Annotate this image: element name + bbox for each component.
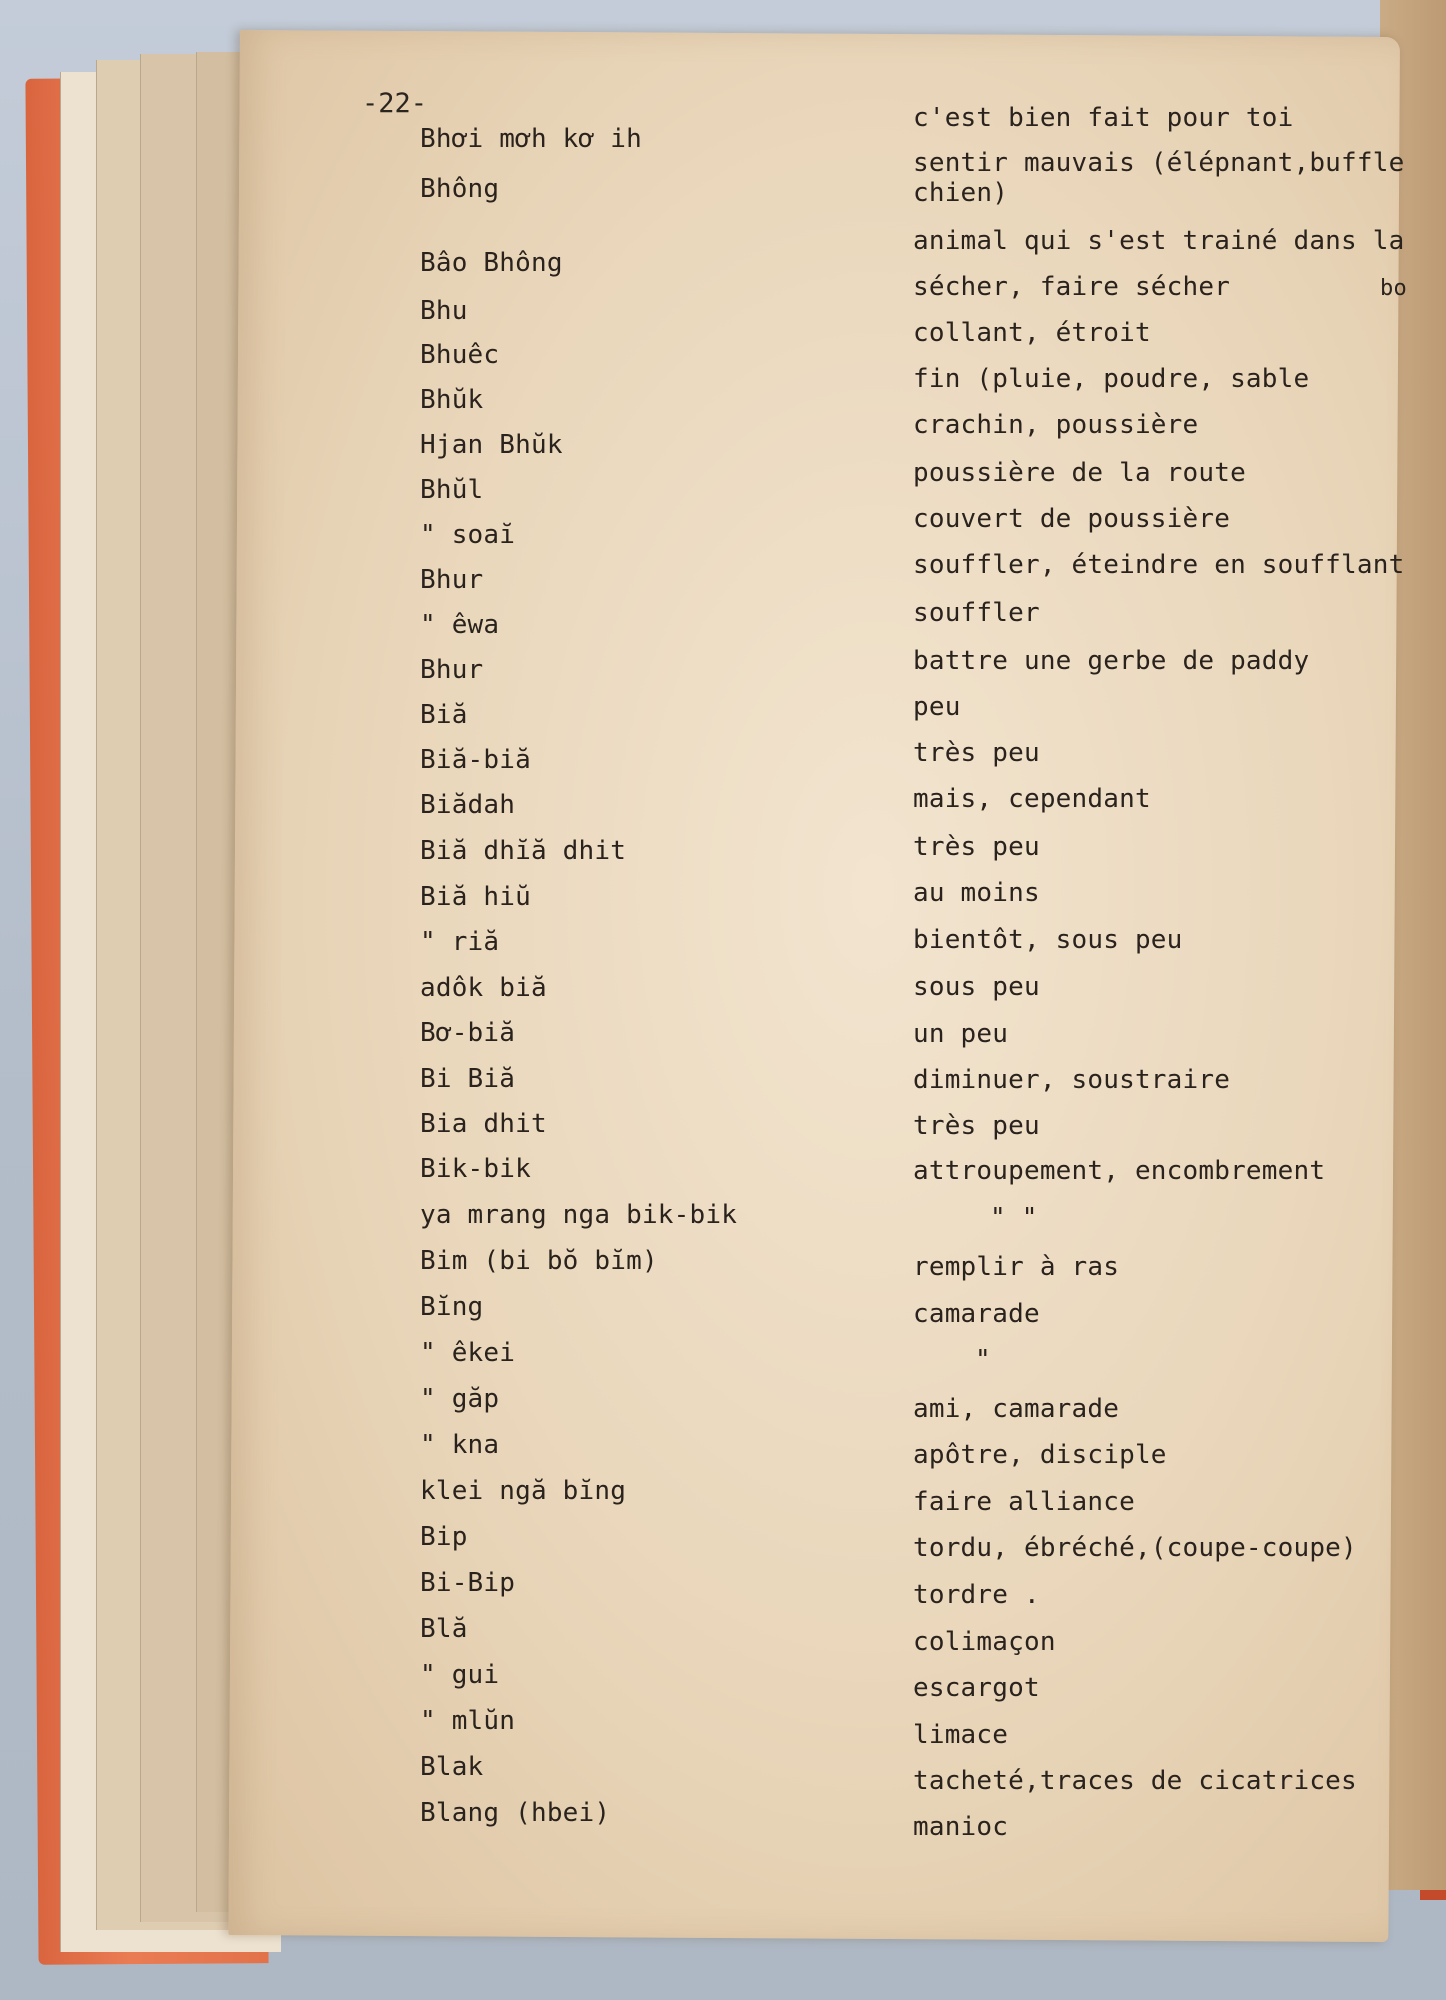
entry-definition: mais, cependant xyxy=(913,784,1151,814)
entry-definition: souffler xyxy=(913,598,1040,628)
entry-definition: c'est bien fait pour toi xyxy=(913,103,1294,133)
entry-definition: camarade xyxy=(913,1299,1040,1329)
entry-definition: souffler, éteindre en soufflant xyxy=(913,550,1405,580)
entry-term: Bơ-biă xyxy=(420,1018,516,1048)
entry-term: Bhông xyxy=(420,174,500,204)
entry-term: Biădah xyxy=(420,790,516,820)
entry-definition: tordre . xyxy=(913,1580,1040,1610)
entry-definition: fin (pluie, poudre, sable xyxy=(913,364,1310,394)
entry-definition: couvert de poussière xyxy=(913,504,1231,534)
entry-term: Biă dhĭă dhit xyxy=(420,836,627,866)
entry-term: " riă xyxy=(420,927,500,957)
entry-term: Bĭng xyxy=(420,1292,484,1322)
entry-term: Biă xyxy=(420,700,468,730)
entry-definition: " xyxy=(975,1345,991,1375)
entry-definition: collant, étroit xyxy=(913,318,1151,348)
entry-definition: faire alliance xyxy=(913,1487,1135,1517)
entry-definition: crachin, poussière xyxy=(913,410,1199,440)
entry-term: " êkei xyxy=(420,1338,516,1368)
entry-definition: tordu, ébréché,(coupe-coupe) xyxy=(913,1533,1357,1563)
entry-definition: ami, camarade xyxy=(913,1394,1120,1424)
entry-definition: poussière de la route xyxy=(913,458,1246,488)
entry-term: " soaĭ xyxy=(420,520,516,550)
entry-term: adôk biă xyxy=(420,973,547,1003)
entry-term: Hjan Bhŭk xyxy=(420,430,563,460)
entry-term: " mlŭn xyxy=(420,1706,516,1736)
entry-term: Bik-bik xyxy=(420,1154,531,1184)
entry-definition: diminuer, soustraire xyxy=(913,1065,1231,1095)
entry-term: Biă hiŭ xyxy=(420,882,531,912)
entry-term: Bâo Bhông xyxy=(420,248,563,278)
page-number: -22- xyxy=(362,88,428,119)
entry-term: Bhŭl xyxy=(420,475,484,505)
entry-definition-cut: bo xyxy=(1380,276,1407,301)
entry-definition: limace xyxy=(913,1720,1009,1750)
entry-definition: bientôt, sous peu xyxy=(913,925,1183,955)
entry-term: Bhur xyxy=(420,565,484,595)
entry-term: Bi-Bip xyxy=(420,1568,516,1598)
entry-definition: très peu xyxy=(913,832,1040,862)
entry-definition: escargot xyxy=(913,1673,1040,1703)
entry-definition-continued: chien) xyxy=(913,178,1009,208)
entry-definition: tacheté,traces de cicatrices xyxy=(913,1766,1357,1796)
entry-definition: peu xyxy=(913,692,961,722)
entry-term: Bhơi mơh kơ ih xyxy=(420,124,642,154)
entry-definition: très peu xyxy=(913,738,1040,768)
entry-definition: manioc xyxy=(913,1812,1009,1842)
entry-definition: attroupement, encombrement xyxy=(913,1156,1326,1186)
entry-term: Bhŭk xyxy=(420,385,484,415)
entry-definition: remplir à ras xyxy=(913,1252,1120,1282)
entry-definition: apôtre, disciple xyxy=(913,1440,1167,1470)
entry-term: Blang (hbei) xyxy=(420,1798,611,1828)
entry-term: Bip xyxy=(420,1522,468,1552)
entry-term: ya mrang nga bik-bik xyxy=(420,1200,738,1230)
entry-term: Bi Biă xyxy=(420,1064,516,1094)
entry-term: Biă-biă xyxy=(420,745,531,775)
entry-term: " êwa xyxy=(420,610,500,640)
entry-term: Bim (bi bŏ bĭm) xyxy=(420,1246,658,1276)
entry-term: Blak xyxy=(420,1752,484,1782)
entry-definition: très peu xyxy=(913,1111,1040,1141)
entry-term: Blă xyxy=(420,1614,468,1644)
entry-term: Bhu xyxy=(420,296,468,326)
entry-definition: " " xyxy=(990,1203,1038,1233)
entry-term: Bia dhit xyxy=(420,1109,547,1139)
entry-term: " gui xyxy=(420,1660,500,1690)
entry-term: Bhur xyxy=(420,655,484,685)
entry-definition: un peu xyxy=(913,1019,1009,1049)
entry-definition: battre une gerbe de paddy xyxy=(913,646,1310,676)
entry-definition: colimaçon xyxy=(913,1627,1056,1657)
entry-definition: sécher, faire sécher xyxy=(913,272,1231,302)
entry-term: " kna xyxy=(420,1430,500,1460)
entry-definition: sous peu xyxy=(913,972,1040,1002)
entry-definition: au moins xyxy=(913,878,1040,908)
entry-term: klei ngă bĭng xyxy=(420,1476,627,1506)
entry-term: " găp xyxy=(420,1384,500,1414)
entry-definition: sentir mauvais (élépnant,buffle xyxy=(913,148,1405,178)
entry-term: Bhuêc xyxy=(420,340,500,370)
entry-definition: animal qui s'est trainé dans la xyxy=(913,226,1405,256)
